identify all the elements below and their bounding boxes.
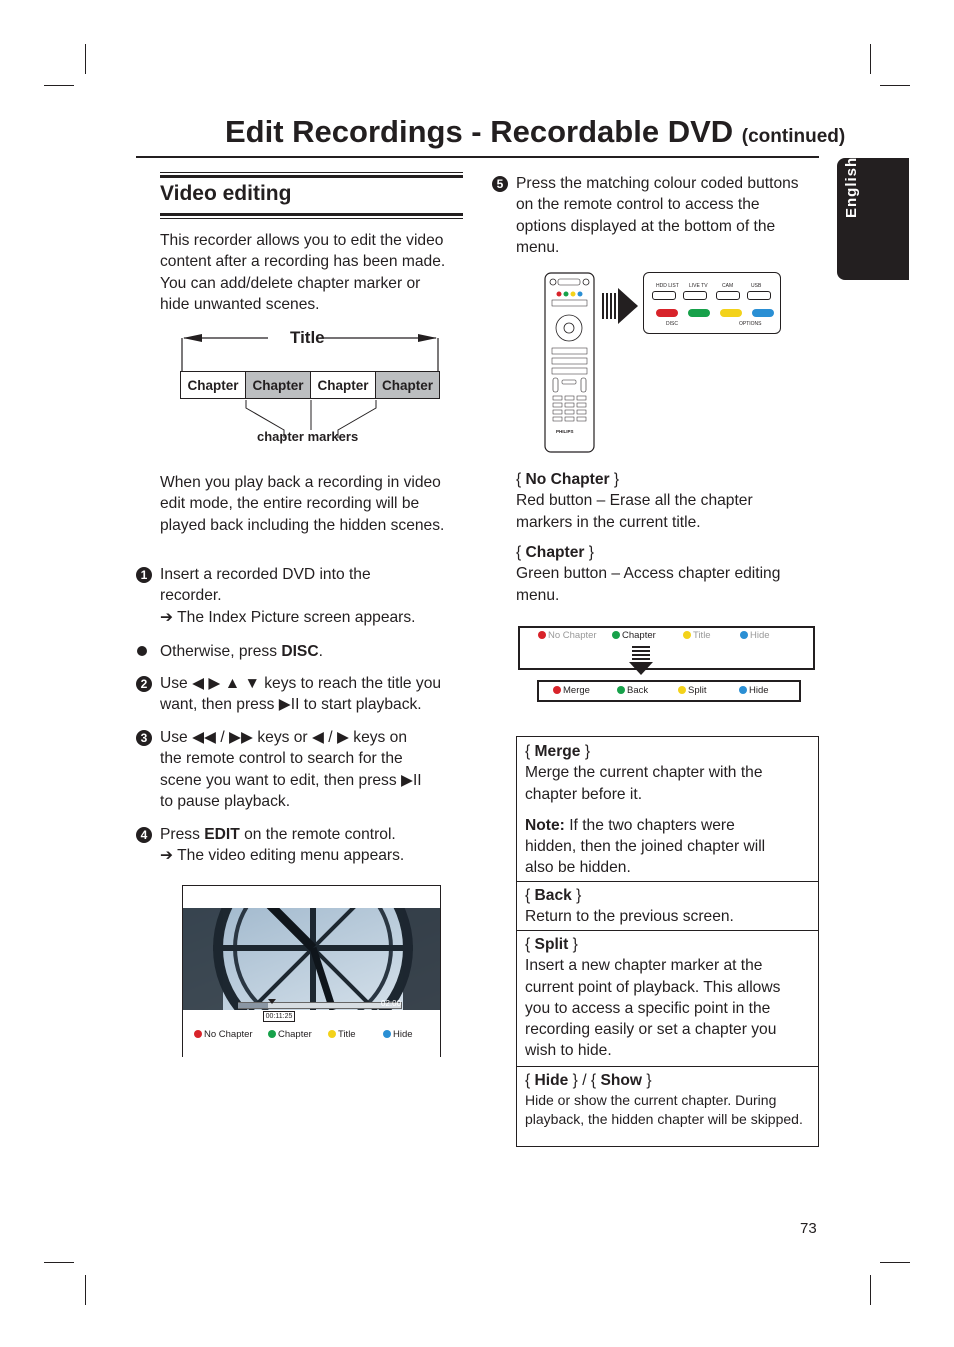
option-desc: current point of playback. This allows — [525, 978, 781, 996]
step-4 — [160, 824, 470, 867]
bullet-end: . — [318, 643, 323, 660]
option-desc: Green button – Access chapter editing — [516, 565, 781, 583]
section-title: Video editing — [160, 182, 292, 205]
usb-button[interactable]: USB — [751, 283, 762, 289]
video-edit-screen — [182, 885, 441, 1057]
chapter-cell: Chapter — [180, 371, 246, 399]
no-chapter-button[interactable] — [194, 1029, 253, 1040]
language-tab-label: English — [843, 156, 860, 218]
option-desc: Hide or show the current chapter. During — [525, 1092, 777, 1109]
para-line: edit mode, the entire recording will be — [160, 495, 420, 513]
arrow-right-icon: ➔ — [160, 608, 178, 626]
option-merge: { Merge } Merge the current chapter with the chapter before it. Note: If the two chapters were hidden, then the joined chapter will also be hidden. — [516, 736, 819, 882]
remote-closeup — [643, 272, 781, 334]
chapter-cell-hidden: Chapter — [375, 371, 440, 399]
step-2 — [160, 673, 470, 716]
green-dot-icon — [612, 631, 620, 639]
crop-mark — [880, 85, 910, 86]
menu-no-chapter[interactable] — [538, 630, 597, 641]
step-number: 2 — [136, 676, 152, 692]
menu-bar-top — [518, 626, 815, 670]
step-line: scene you want to edit, then press ▶II — [160, 771, 422, 789]
step-result — [160, 607, 470, 628]
crop-mark — [85, 1275, 86, 1305]
note-text: also be hidden. — [525, 859, 631, 877]
menu-back[interactable] — [617, 685, 648, 696]
crop-mark — [44, 85, 74, 86]
disc-key-label: DISC — [281, 643, 319, 660]
section-rule-top — [160, 172, 463, 178]
step-result — [160, 845, 470, 866]
screen-button-bar — [183, 1023, 440, 1057]
diagram-caption: chapter markers — [257, 429, 359, 444]
yellow-button[interactable] — [720, 309, 742, 317]
button-label: Hide — [393, 1029, 413, 1040]
step-1 — [160, 564, 470, 628]
green-dot-icon — [268, 1030, 276, 1038]
menu-label: Back — [627, 685, 649, 696]
option-desc: menu. — [516, 586, 560, 604]
menu-title[interactable] — [683, 630, 711, 641]
language-tab — [837, 158, 909, 280]
red-dot-icon — [538, 631, 546, 639]
menu-label: Chapter — [622, 630, 656, 641]
title-button[interactable] — [328, 1029, 356, 1040]
note-text: hidden, then the joined chapter will — [525, 838, 766, 856]
step-result-text: The video editing menu appears. — [177, 847, 405, 865]
live-tv-button[interactable]: LIVE TV — [689, 283, 708, 289]
menu-label: Hide — [749, 685, 769, 696]
crop-mark — [44, 1262, 74, 1263]
step-line: menu. — [516, 238, 560, 256]
option-desc: recording easily or set a chapter you — [525, 1021, 777, 1039]
hdd-list-button[interactable]: HDD LIST — [656, 283, 679, 289]
option-no-chapter: { No Chapter } Red button – Erase all the chapter markers in the current title. — [516, 469, 826, 533]
option-name: No Chapter — [525, 471, 610, 488]
button-label: No Chapter — [204, 1029, 253, 1040]
blue-button[interactable] — [752, 309, 774, 317]
remote-brand-label: PHILIPS — [556, 429, 574, 434]
red-dot-icon — [553, 686, 561, 694]
step-line: the remote control to search for the — [160, 750, 403, 768]
step-text: Press — [160, 826, 205, 843]
step-line: Use ◀◀ / ▶▶ keys or ◀ / ▶ keys on — [160, 729, 408, 746]
intro-line: You can add/delete chapter marker or — [160, 274, 421, 292]
chapter-button[interactable] — [268, 1029, 312, 1040]
step-number: 4 — [136, 827, 152, 843]
option-name: Back — [534, 887, 572, 904]
page-title-text: Edit Recordings - Recordable DVD — [225, 114, 734, 149]
page-title — [225, 114, 845, 150]
option-desc: Red button – Erase all the chapter — [516, 492, 753, 510]
step-number: 5 — [492, 176, 508, 192]
option-desc: Return to the previous screen. — [525, 908, 734, 926]
crop-mark — [870, 44, 871, 74]
step-number: 1 — [136, 567, 152, 583]
step-line: Insert a recorded DVD into the — [160, 566, 371, 583]
green-dot-icon — [617, 686, 625, 694]
remote-key[interactable] — [716, 291, 740, 300]
step-line: options displayed at the bottom of the — [516, 217, 776, 235]
yellow-dot-icon — [683, 631, 691, 639]
menu-merge[interactable] — [553, 685, 590, 696]
time-end-label: 02:00 — [381, 999, 402, 1008]
note-text: If the two chapters were — [569, 816, 735, 834]
option-split: { Split } Insert a new chapter marker at the current point of playback. This allows you to access a specific point in the recording easily or set a chapter you wish to hide. — [516, 930, 819, 1067]
red-button[interactable] — [656, 309, 678, 317]
step-line: want, then press ▶II to start playback. — [160, 696, 422, 714]
bullet-icon — [137, 646, 147, 656]
arrow-down-icon — [629, 644, 653, 676]
playback-paragraph — [160, 472, 470, 536]
button-label: Title — [338, 1029, 356, 1040]
menu-bar-bottom — [537, 680, 801, 702]
section-rule-bottom — [160, 213, 463, 219]
option-name: Show — [600, 1072, 643, 1089]
step-line: Press the matching colour coded buttons — [516, 175, 799, 192]
menu-label: Split — [688, 685, 707, 696]
step-result-text: The Index Picture screen appears. — [177, 608, 416, 626]
intro-line: This recorder allows you to edit the video — [160, 232, 444, 249]
note-label: Note: — [525, 816, 565, 834]
step-line: to pause playback. — [160, 792, 291, 810]
intro-line: content after a recording has been made. — [160, 253, 446, 271]
step-line: on the remote control to access the — [516, 196, 760, 214]
intro-paragraph — [160, 230, 470, 315]
time-current-label: 00:11:25 — [263, 1011, 295, 1022]
options-label: OPTIONS — [739, 321, 762, 327]
cam-button[interactable]: CAM — [722, 283, 734, 289]
hide-button[interactable] — [383, 1029, 413, 1040]
option-hide-show: { Hide } / { Show } Hide or show the current chapter. During playback, the hidden chapter will be skipped. — [516, 1066, 819, 1147]
bullet-text: Otherwise, press — [160, 643, 282, 660]
option-name: Hide — [534, 1072, 569, 1089]
edit-key-label: EDIT — [204, 826, 240, 843]
remote-key[interactable] — [747, 291, 771, 300]
para-line: When you play back a recording in video — [160, 474, 441, 491]
option-desc: wish to hide. — [525, 1042, 612, 1060]
red-dot-icon — [194, 1030, 202, 1038]
crop-mark — [85, 44, 86, 74]
bullet-item — [160, 641, 323, 662]
remote-key[interactable] — [683, 291, 707, 300]
option-desc: Merge the current chapter with the — [525, 764, 763, 782]
blue-dot-icon — [739, 686, 747, 694]
option-desc: markers in the current title. — [516, 513, 701, 531]
step-line: recorder. — [160, 587, 222, 605]
remote-key[interactable] — [652, 291, 676, 300]
menu-hide[interactable] — [740, 630, 770, 641]
step-number: 3 — [136, 730, 152, 746]
option-chapter: { Chapter } Green button – Access chapter editing menu. — [516, 542, 826, 606]
option-desc: chapter before it. — [525, 785, 643, 803]
crop-mark — [880, 1262, 910, 1263]
title-rule — [136, 156, 819, 158]
clock-image-icon — [183, 908, 440, 1010]
menu-label: Title — [693, 630, 711, 641]
option-name: Merge — [534, 743, 581, 760]
step-text-end: on the remote control. — [239, 826, 396, 843]
progress-bar-fill — [238, 1003, 268, 1008]
button-label: Chapter — [278, 1029, 312, 1040]
playhead-icon[interactable] — [268, 999, 276, 1004]
menu-hide[interactable] — [739, 685, 769, 696]
step-5 — [516, 173, 826, 258]
para-line: played back including the hidden scenes. — [160, 516, 445, 534]
menu-label: Merge — [563, 685, 590, 696]
green-button[interactable] — [688, 309, 710, 317]
option-name: Chapter — [525, 544, 585, 561]
blue-dot-icon — [383, 1030, 391, 1038]
step-line: Use ◀ ▶ ▲ ▼ keys to reach the title you — [160, 675, 442, 692]
page-number: 73 — [800, 1220, 817, 1237]
arrow-right-icon: ➔ — [160, 847, 178, 865]
screen-header-bar — [183, 886, 440, 909]
crop-mark — [870, 1275, 871, 1305]
option-desc: playback, the hidden chapter will be skipped. — [525, 1111, 803, 1128]
page-title-continued: (continued) — [741, 126, 846, 147]
option-name: Split — [534, 936, 569, 953]
remote-control-icon — [544, 272, 596, 454]
step-3 — [160, 727, 470, 812]
chapter-cell: Chapter — [310, 371, 376, 399]
disc-label: DISC — [666, 321, 678, 327]
menu-split[interactable] — [678, 685, 706, 696]
intro-line: hide unwanted scenes. — [160, 295, 320, 313]
diagram-title-label: Title — [290, 328, 325, 347]
menu-label: Hide — [750, 630, 770, 641]
blue-dot-icon — [740, 631, 748, 639]
yellow-dot-icon — [328, 1030, 336, 1038]
option-desc: Insert a new chapter marker at the — [525, 957, 763, 975]
chapter-cell-hidden: Chapter — [245, 371, 311, 399]
menu-label: No Chapter — [548, 630, 597, 641]
arrow-right-icon — [600, 286, 640, 326]
option-desc: you to access a specific point in the — [525, 999, 771, 1017]
menu-chapter[interactable] — [612, 630, 656, 641]
yellow-dot-icon — [678, 686, 686, 694]
option-back: { Back } Return to the previous screen. — [516, 881, 819, 931]
